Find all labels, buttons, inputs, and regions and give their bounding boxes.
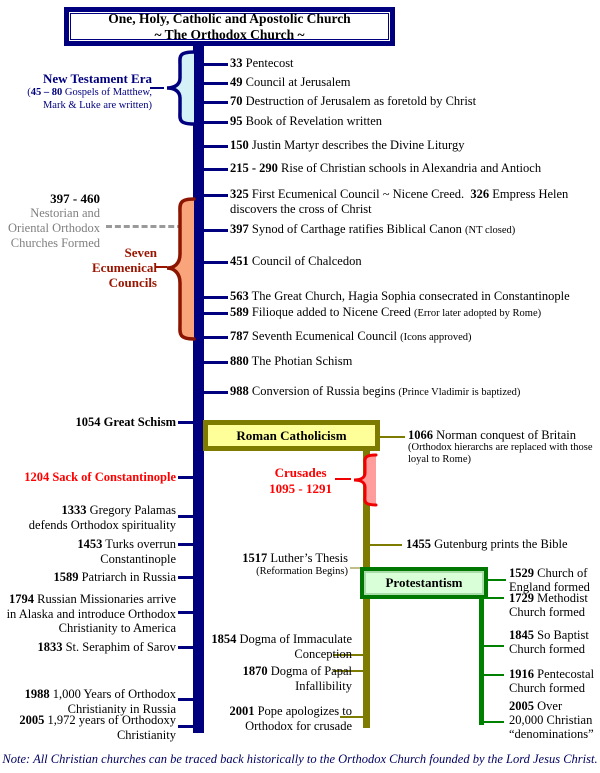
event-150: 150 Justin Martyr describes the Divine Liturgy: [230, 138, 465, 152]
tick-1589: [178, 576, 193, 579]
crusades-connector: [335, 478, 351, 480]
tick-880: [204, 361, 228, 364]
event-1729: 1729 Methodist Church formed: [509, 591, 588, 619]
title-line1: One, Holy, Catholic and Apostolic Church: [108, 11, 351, 26]
seven-councils-brace-icon: [164, 196, 196, 347]
tick-563: [204, 296, 228, 299]
new-testament-brace-icon: [164, 50, 196, 131]
tick-2005: [178, 725, 193, 728]
orthodox-timeline-bar: [193, 45, 204, 733]
event-1517: 1517 Luther’s Thesis (Reformation Begins): [242, 551, 348, 577]
event-1455: 1455 Gutenburg prints the Bible: [406, 537, 568, 551]
event-2005-orthodox: 2005 1,972 years of Orthodoxy Christianity: [19, 713, 176, 742]
event-1854: 1854 Dogma of Immaculate Conception: [211, 632, 352, 661]
tick-1833: [178, 646, 193, 649]
new-testament-era-sub1: (45 – 80 Gospels of Matthew,: [27, 86, 152, 98]
event-1845: 1845 So Baptist Church formed: [509, 628, 589, 656]
tick-2005-protestant: [484, 721, 504, 723]
tick-70: [204, 101, 228, 104]
event-1453: 1453 Turks overrun Constantinople: [77, 537, 176, 566]
tick-1916: [484, 674, 504, 676]
tick-1529: [488, 579, 506, 581]
tick-1845: [484, 645, 504, 647]
crusades-brace-icon: [352, 453, 378, 512]
new-testament-era-title: New Testament Era: [42, 71, 152, 86]
event-1054: 1054 Great Schism: [75, 415, 176, 429]
event-1916: 1916 Pentecostal Church formed: [509, 667, 595, 695]
protestantism-label: Protestantism: [385, 575, 463, 590]
event-1529: 1529 Church of England formed: [509, 566, 590, 594]
title-line2: ~ The Orthodox Church ~: [154, 26, 305, 42]
roman-catholicism-box: [203, 420, 380, 451]
event-325-326: 325 First Ecumenical Council ~ Nicene Creed. 326 Empress Helen discovers the cross of Christ: [230, 187, 569, 216]
tick-988: [204, 391, 228, 394]
event-1333: 1333 Gregory Palamas defends Orthodox spirituality: [28, 503, 176, 532]
event-397: 397 Synod of Carthage ratifies Biblical Canon (NT closed): [230, 222, 516, 236]
tick-1204: [178, 476, 193, 479]
event-49: 49 Council at Jerusalem: [230, 75, 351, 89]
event-95: 95 Book of Revelation written: [230, 114, 383, 128]
event-787: 787 Seventh Ecumenical Council (Icons approved): [230, 329, 472, 343]
crusades-label: Crusades 1095 - 1291: [269, 465, 332, 496]
event-1988: 1988 1,000 Years of Orthodox Christianity in Russia: [24, 687, 176, 716]
event-1204: 1204 Sack of Constantinople: [24, 470, 176, 484]
event-1589: 1589 Patriarch in Russia: [53, 570, 176, 584]
event-2001: 2001 Pope apologizes to Orthodox for crusade: [229, 704, 352, 733]
tick-451: [204, 261, 228, 264]
event-451: 451 Council of Chalcedon: [230, 254, 362, 268]
tick-150: [204, 145, 228, 148]
event-70: 70 Destruction of Jerusalem as foretold by Christ: [230, 94, 477, 108]
tick-589: [204, 312, 228, 315]
event-1794: 1794 Russian Missionaries arrive in Alaska and introduce Orthodox Christianity to America: [6, 592, 176, 635]
tick-1794: [178, 611, 193, 614]
roman-catholicism-label: Roman Catholicism: [236, 427, 347, 443]
event-589: 589 Filioque added to Nicene Creed (Error later adopted by Rome): [230, 305, 542, 319]
tick-215: [204, 168, 228, 171]
protestant-timeline-bar: [479, 597, 484, 725]
event-1066: 1066 Norman conquest of Britain (Orthodox hierarchs are replaced with those loyal to Rome): [408, 428, 593, 465]
tick-1988: [178, 698, 193, 701]
event-563: 563 The Great Church, Hagia Sophia consecrated in Constantinople: [230, 289, 570, 303]
title-box: [64, 7, 395, 46]
protestantism-box: [360, 567, 488, 599]
seven-councils-connector: [156, 266, 167, 268]
new-testament-era-label: [27, 72, 152, 113]
event-880: 880 The Photian Schism: [230, 354, 353, 368]
seven-councils-label: Seven Ecumenical Councils: [92, 245, 157, 290]
event-215-290: 215 - 290 Rise of Christian schools in Alexandria and Antioch: [230, 161, 542, 175]
tick-1455: [370, 544, 402, 546]
footer-note: Note: All Christian churches can be traced back historically to the Orthodox Church founded by the Lord Jesus Christ.: [2, 752, 598, 766]
tick-95: [204, 121, 228, 124]
nestorian-label: 397 - 460 Nestorian and Oriental Orthodox Churches Formed: [8, 191, 100, 250]
tick-1453: [178, 543, 193, 546]
tick-1066: [380, 436, 405, 438]
tick-787: [204, 336, 228, 339]
tick-1054: [178, 421, 193, 424]
tick-325: [204, 194, 228, 197]
event-33: 33 Pentecost: [230, 56, 294, 70]
new-testament-connector: [150, 87, 164, 89]
tick-1729: [484, 597, 504, 599]
tick-49: [204, 82, 228, 85]
tick-33: [204, 63, 228, 66]
tick-397: [204, 229, 228, 232]
nestorian-years: 397 - 460: [50, 191, 100, 206]
new-testament-era-sub2: Mark & Luke are written): [42, 100, 152, 111]
tick-1333: [178, 515, 193, 518]
event-1833: 1833 St. Seraphim of Sarov: [37, 640, 176, 654]
title-inner: [70, 13, 389, 40]
event-2005-protestant: 2005 Over 20,000 Christian “denominations”: [509, 699, 594, 741]
event-1870: 1870 Dogma of Papal Infallibility: [242, 664, 352, 693]
event-988: 988 Conversion of Russia begins (Prince Vladimir is baptized): [230, 384, 521, 398]
